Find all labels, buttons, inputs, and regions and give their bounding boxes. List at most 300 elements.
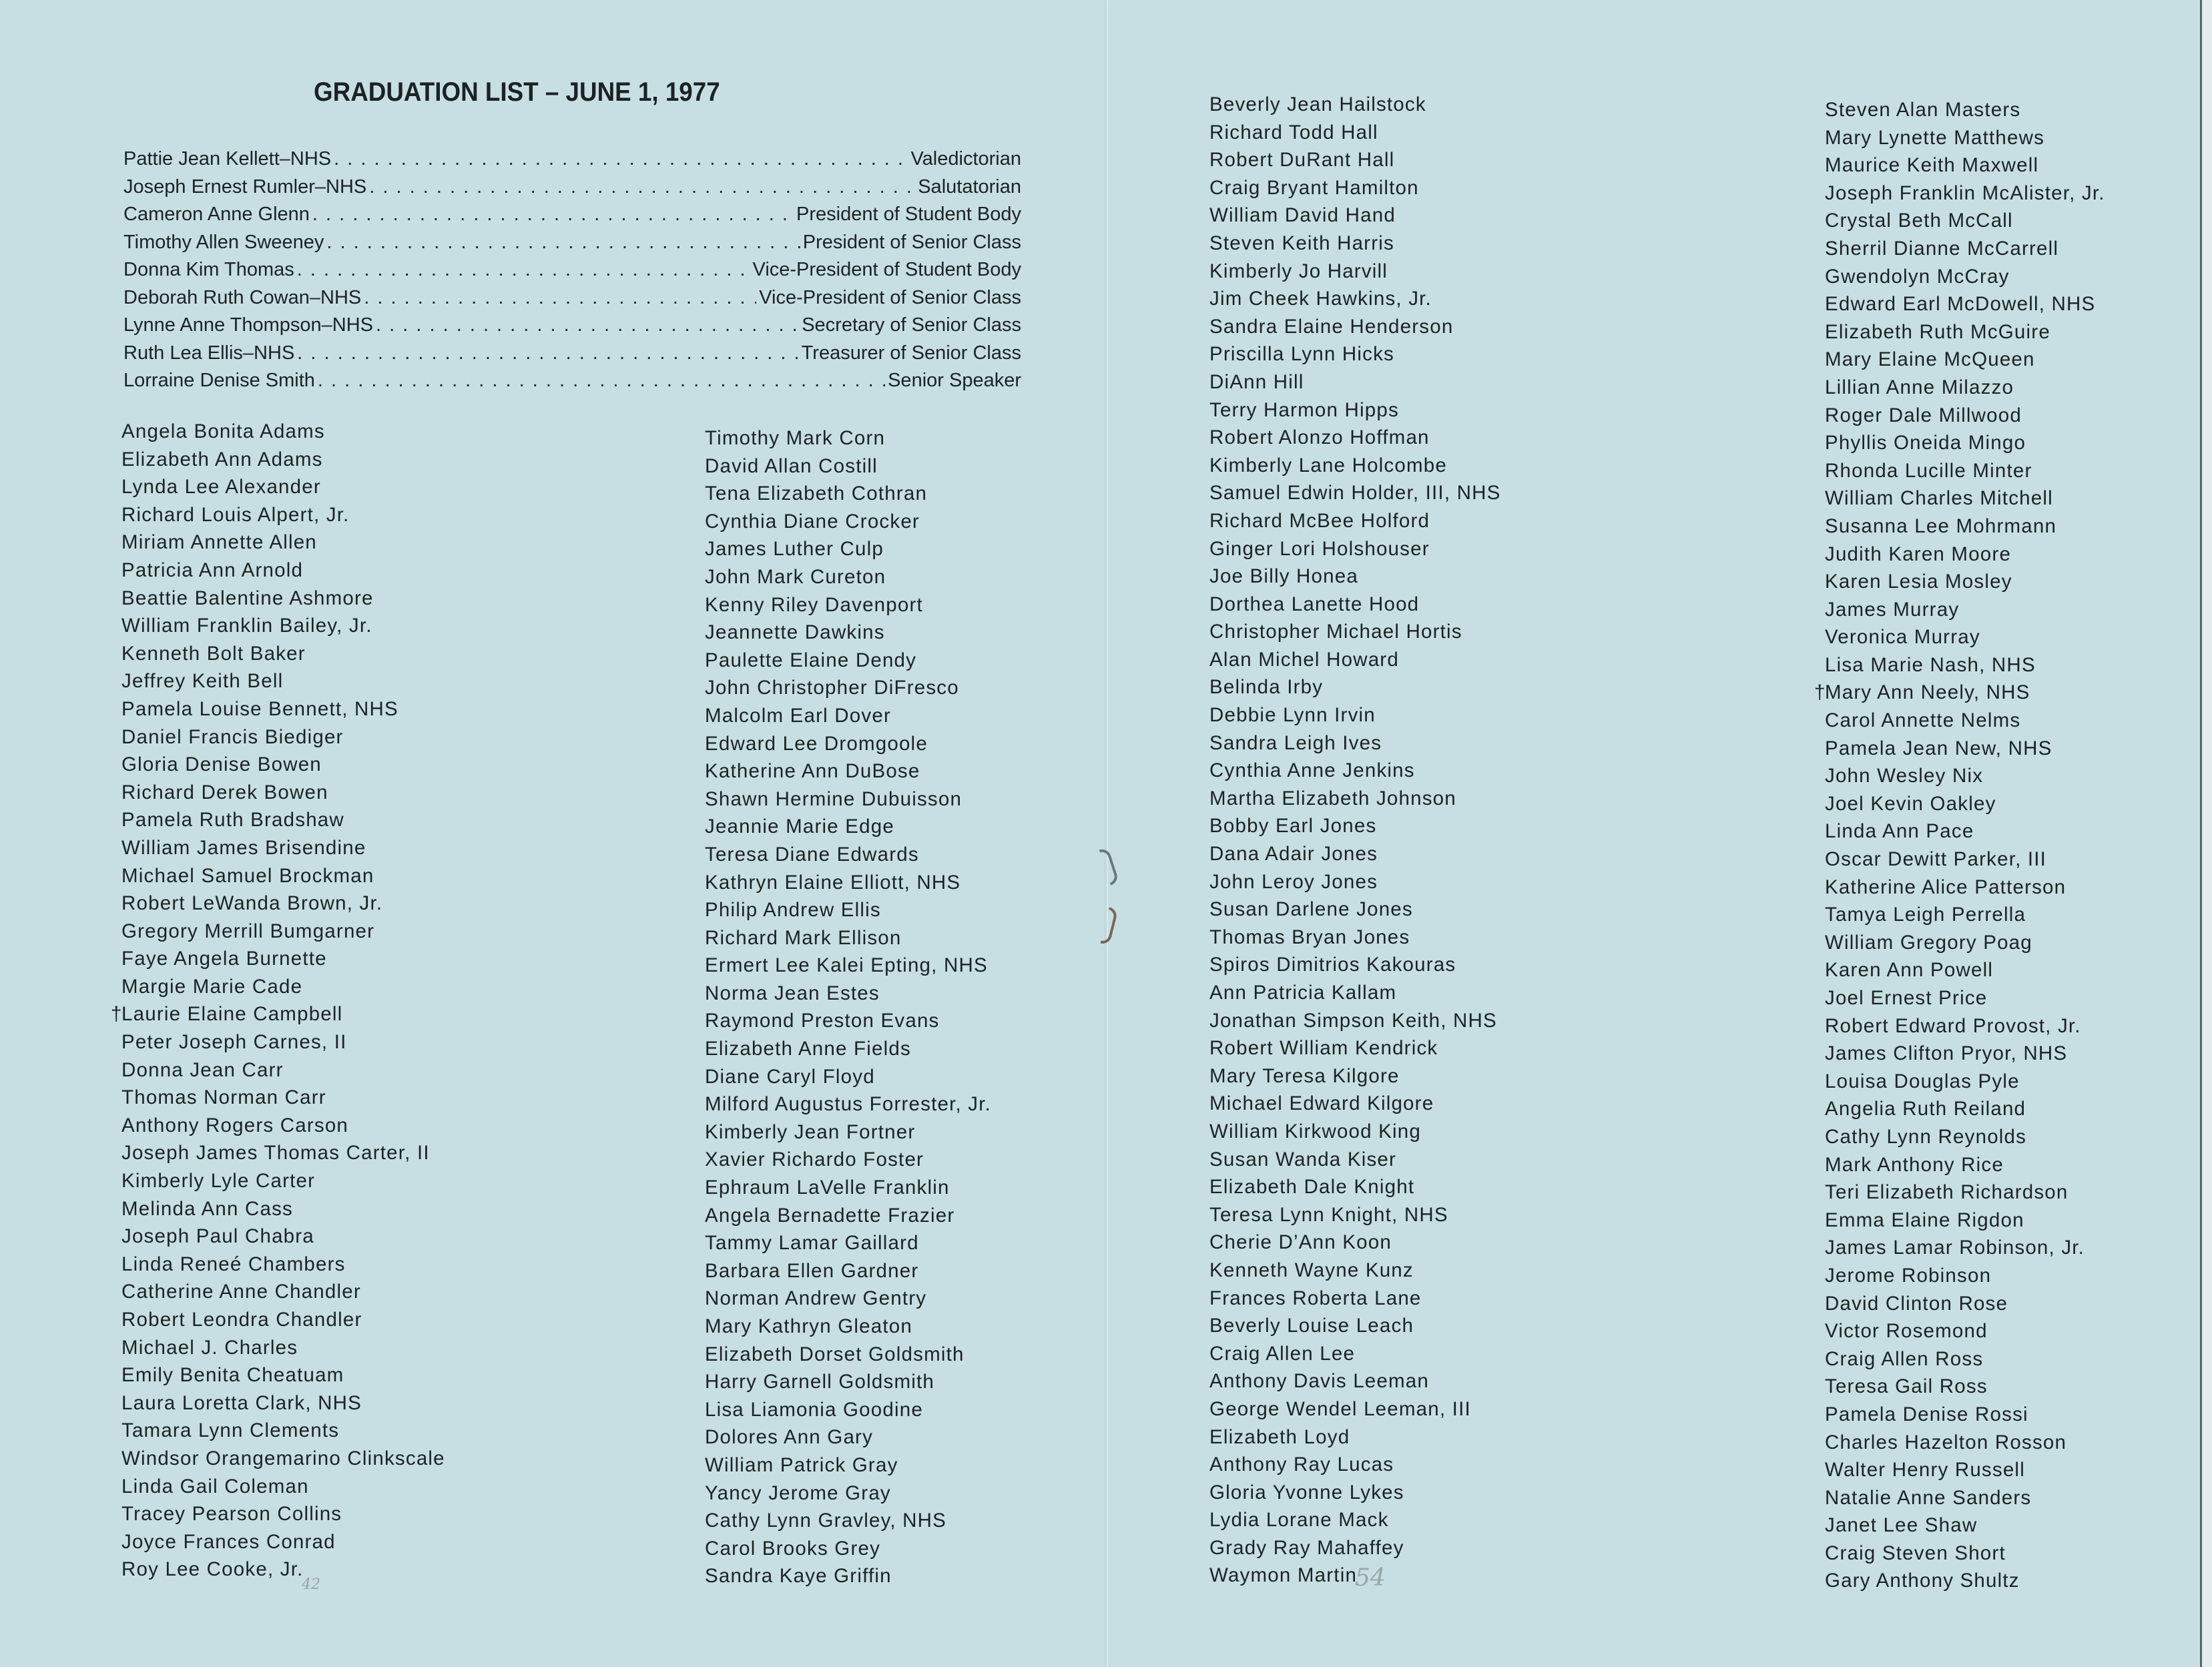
graduate-name-text: Norma Jean Estes xyxy=(705,982,880,1004)
officer-title: Salutatorian xyxy=(918,176,1021,198)
graduate-name-text: Gwendolyn McCray xyxy=(1825,265,2010,288)
graduate-name-text: William Charles Mitchell xyxy=(1825,487,2053,510)
graduate-name xyxy=(705,677,991,705)
graduate-name-text: Victor Rosemond xyxy=(1825,1320,1988,1343)
leader-dots xyxy=(297,342,798,364)
graduate-name xyxy=(1825,1320,2105,1348)
graduate-name-text: Linda Ann Pace xyxy=(1825,820,1974,843)
officer-name: Pattie Jean Kellett–NHS xyxy=(123,148,332,170)
graduate-name-text: Sandra Elaine Henderson xyxy=(1209,315,1454,338)
graduate-name xyxy=(1825,793,2105,821)
graduate-name xyxy=(121,670,445,698)
graduate-name xyxy=(121,1337,445,1365)
graduate-name xyxy=(121,1531,445,1559)
graduate-name-text: Steven Alan Masters xyxy=(1825,99,2021,121)
graduate-name-text: Kimberly Jo Harvill xyxy=(1209,260,1388,282)
graduate-name-text: Karen Lesia Mosley xyxy=(1825,571,2012,593)
graduate-name-text: Elizabeth Loyd xyxy=(1209,1425,1350,1448)
graduate-name-text: Pamela Louise Bennett, NHS xyxy=(121,697,398,720)
graduate-name-text: Bobby Earl Jones xyxy=(1209,815,1377,838)
graduate-name-text: Pamela Jean New, NHS xyxy=(1825,737,2052,759)
officer-name: Timothy Allen Sweeney xyxy=(123,231,324,253)
graduate-name-text: Karen Ann Powell xyxy=(1825,959,1994,982)
graduate-name xyxy=(1209,1120,1501,1148)
graduate-name-text: Mary Lynette Matthews xyxy=(1825,126,2045,149)
graduate-name-text: Kimberly Lyle Carter xyxy=(121,1170,316,1193)
graduate-name xyxy=(705,844,991,872)
graduate-name xyxy=(1209,926,1501,954)
graduate-name-text: Susanna Lee Mohrmann xyxy=(1825,515,2057,537)
graduate-name xyxy=(705,511,991,539)
graduate-name xyxy=(1209,1315,1501,1343)
graduate-name xyxy=(705,1287,991,1315)
graduate-name-text: Michael Samuel Brockman xyxy=(121,864,374,887)
leader-dots xyxy=(369,176,915,198)
officer-row xyxy=(123,370,1021,398)
graduate-name-text: Richard Todd Hall xyxy=(1209,121,1378,143)
graduate-name-text: Waymon Martin xyxy=(1209,1564,1358,1587)
graduate-name-text: Xavier Richardo Foster xyxy=(705,1148,924,1171)
graduate-name-text: Dorthea Lanette Hood xyxy=(1209,593,1420,615)
graduate-name xyxy=(705,1426,991,1454)
graduate-name xyxy=(1209,371,1501,399)
graduate-name xyxy=(1209,759,1501,787)
leader-dots xyxy=(334,148,908,170)
graduate-name xyxy=(1209,1204,1501,1232)
graduate-column-1 xyxy=(111,420,445,1586)
graduate-name xyxy=(121,1364,445,1392)
graduate-name-text: Richard McBee Holford xyxy=(1209,509,1430,532)
graduate-name-text: Louisa Douglas Pyle xyxy=(1825,1070,2020,1092)
leader-dots xyxy=(312,204,794,226)
leader-dots xyxy=(318,370,885,392)
graduate-name xyxy=(705,705,991,733)
graduate-name-text: Dana Adair Jones xyxy=(1209,843,1378,866)
graduate-name xyxy=(1825,1237,2105,1265)
graduate-name-text: Joseph Paul Chabra xyxy=(121,1225,314,1248)
graduate-name-text: Pamela Denise Rossi xyxy=(1825,1403,2028,1425)
graduate-name xyxy=(705,1343,991,1371)
graduate-name xyxy=(1814,681,2105,709)
graduate-name xyxy=(1825,460,2105,488)
graduate-name-text: Diane Caryl Floyd xyxy=(705,1065,875,1088)
graduate-name-text: Frances Roberta Lane xyxy=(1209,1287,1422,1309)
graduate-name-text: Veronica Murray xyxy=(1825,626,1980,649)
graduate-name xyxy=(1825,321,2105,349)
graduate-name-text: Pamela Ruth Bradshaw xyxy=(121,809,344,831)
graduate-name xyxy=(121,1503,445,1531)
graduate-name xyxy=(705,1010,991,1038)
graduate-name-text: Joyce Frances Conrad xyxy=(121,1530,336,1553)
graduate-name-text: Laurie Elaine Campbell xyxy=(121,1003,343,1026)
graduate-name xyxy=(121,1392,445,1420)
graduate-name-text: Mary Kathryn Gleaton xyxy=(705,1315,912,1337)
graduate-name xyxy=(1825,1293,2105,1321)
officer-name: Joseph Ernest Rumler–NHS xyxy=(123,176,367,198)
graduate-name xyxy=(705,1148,991,1177)
graduate-name xyxy=(1825,904,2105,932)
graduate-name-text: Belinda Irby xyxy=(1209,676,1324,699)
graduate-name xyxy=(705,482,991,511)
graduate-name xyxy=(1209,898,1501,926)
officer-row xyxy=(123,148,1021,176)
graduate-name xyxy=(1209,1481,1501,1510)
graduate-name xyxy=(1825,1181,2105,1209)
graduate-name xyxy=(1825,210,2105,238)
graduate-name-text: Laura Loretta Clark, NHS xyxy=(121,1391,362,1414)
graduate-name xyxy=(1209,676,1501,704)
graduate-name xyxy=(1825,1154,2105,1182)
graduate-name-text: Walter Henry Russell xyxy=(1825,1459,2025,1481)
graduate-name-text: Gloria Yvonne Lykes xyxy=(1209,1481,1404,1504)
center-fold xyxy=(1107,0,1108,1667)
graduate-name xyxy=(705,788,991,816)
graduate-name-text: Richard Mark Ellison xyxy=(705,926,902,949)
graduate-name xyxy=(1825,1570,2105,1598)
graduate-name-text: John Mark Cureton xyxy=(705,565,886,588)
graduate-name xyxy=(1825,543,2105,571)
graduate-name xyxy=(121,865,445,893)
graduate-name-text: Milford Augustus Forrester, Jr. xyxy=(705,1093,992,1116)
graduate-name xyxy=(1209,121,1501,149)
graduate-name xyxy=(1209,704,1501,732)
graduate-name-text: Dolores Ann Gary xyxy=(705,1426,874,1449)
graduate-name xyxy=(1825,932,2105,960)
graduate-name-text: Raymond Preston Evans xyxy=(705,1010,940,1032)
graduate-name xyxy=(121,559,445,587)
graduate-name-text: Beverly Jean Hailstock xyxy=(1209,93,1426,115)
graduate-name xyxy=(1209,316,1501,344)
graduate-name-text: Elizabeth Ruth McGuire xyxy=(1825,320,2050,343)
graduate-name xyxy=(1825,765,2105,793)
officer-row xyxy=(123,176,1021,204)
graduate-name-text: James Lamar Robinson, Jr. xyxy=(1825,1237,2085,1259)
graduate-name-text: Joseph Franklin McAlister, Jr. xyxy=(1825,182,2105,204)
graduate-name xyxy=(1825,404,2105,432)
graduate-name xyxy=(1825,1459,2105,1487)
graduate-name-text: Thomas Bryan Jones xyxy=(1209,926,1410,948)
graduate-name-text: Margie Marie Cade xyxy=(121,975,303,998)
graduate-name-text: Phyllis Oneida Mingo xyxy=(1825,432,2026,454)
graduate-name xyxy=(1825,599,2105,627)
graduate-name xyxy=(1209,1398,1501,1426)
graduate-name xyxy=(121,504,445,532)
graduate-name-text: Windsor Orangemarino Clinkscale xyxy=(121,1447,445,1469)
graduate-name-text: Lisa Marie Nash, NHS xyxy=(1825,653,2036,676)
page-title: GRADUATION LIST – JUNE 1, 1977 xyxy=(314,77,720,107)
graduate-name xyxy=(121,976,445,1004)
graduate-name xyxy=(1209,732,1501,760)
graduate-name xyxy=(705,1538,991,1566)
graduate-name xyxy=(1825,848,2105,876)
graduate-name xyxy=(1209,787,1501,815)
graduate-name-text: Alan Michel Howard xyxy=(1209,648,1399,671)
graduate-name xyxy=(1825,1514,2105,1542)
graduate-name xyxy=(121,920,445,948)
graduate-name-text: Debbie Lynn Irvin xyxy=(1209,704,1376,727)
graduate-name xyxy=(1209,1231,1501,1259)
graduate-name xyxy=(1209,1509,1501,1537)
graduate-name xyxy=(121,892,445,920)
graduate-name xyxy=(1209,288,1501,316)
graduate-name xyxy=(1825,987,2105,1015)
graduate-column-3 xyxy=(1209,93,1501,1592)
graduate-name-text: Melinda Ann Cass xyxy=(121,1197,293,1220)
graduate-name-text: Paulette Elaine Dendy xyxy=(705,649,917,671)
graduate-name xyxy=(705,1482,991,1510)
graduate-name xyxy=(121,1419,445,1447)
graduate-name xyxy=(1209,982,1501,1010)
graduate-name xyxy=(705,1066,991,1094)
graduate-name xyxy=(121,1198,445,1226)
leader-dots xyxy=(364,287,756,309)
graduate-name-text: Carol Annette Nelms xyxy=(1825,709,2021,732)
graduate-name-text: Elizabeth Dale Knight xyxy=(1209,1176,1415,1199)
graduate-name-text: Ermert Lee Kalei Epting, NHS xyxy=(705,954,988,977)
graduate-name xyxy=(1825,1375,2105,1403)
graduate-name-text: Jonathan Simpson Keith, NHS xyxy=(1209,1009,1497,1032)
graduate-name-text: Michael J. Charles xyxy=(121,1336,298,1359)
graduate-name xyxy=(121,476,445,504)
graduate-name xyxy=(1209,454,1501,482)
graduate-name-text: John Christopher DiFresco xyxy=(705,677,959,699)
graduate-name-text: Linda Reneé Chambers xyxy=(121,1253,346,1275)
graduate-name xyxy=(121,1170,445,1198)
graduate-name-text: Gary Anthony Shultz xyxy=(1825,1570,2020,1592)
graduate-name-text: Emily Benita Cheatuam xyxy=(121,1364,344,1387)
officer-name: Deborah Ruth Cowan–NHS xyxy=(123,286,362,308)
graduate-name xyxy=(121,1086,445,1114)
graduate-name xyxy=(1209,1259,1501,1287)
graduate-name xyxy=(1209,1453,1501,1481)
graduate-name xyxy=(1209,343,1501,371)
graduate-name-text: Grady Ray Mahaffey xyxy=(1209,1536,1404,1559)
graduate-name-text: Linda Gail Coleman xyxy=(121,1475,309,1497)
graduate-name-text: Thomas Norman Carr xyxy=(121,1086,326,1109)
graduate-name xyxy=(1825,238,2105,266)
graduate-name-text: Ginger Lori Holshouser xyxy=(1209,537,1430,560)
graduate-name-text: Rhonda Lucille Minter xyxy=(1825,459,2032,482)
graduate-name-text: Angela Bonita Adams xyxy=(121,420,325,442)
graduate-name-text: William Gregory Poag xyxy=(1825,931,2032,954)
graduate-name-text: Samuel Edwin Holder, III, NHS xyxy=(1209,482,1501,505)
graduate-name-text: Sherril Dianne McCarrell xyxy=(1825,237,2059,260)
pencil-count-annotation: 54 xyxy=(1355,1564,1386,1592)
graduate-name xyxy=(1825,1487,2105,1515)
graduate-name-text: Roger Dale Millwood xyxy=(1825,404,2022,426)
graduate-name-text: Steven Keith Harris xyxy=(1209,232,1394,254)
leader-dots xyxy=(376,314,799,336)
graduate-name xyxy=(705,1565,991,1593)
graduate-name-text: Elizabeth Anne Fields xyxy=(705,1038,911,1060)
graduate-name-text: Tamara Lynn Clements xyxy=(121,1419,340,1442)
graduate-name xyxy=(1209,593,1501,621)
graduate-name-text: Kimberly Jean Fortner xyxy=(705,1120,916,1143)
graduate-name-text: Robert William Kendrick xyxy=(1209,1037,1438,1060)
graduate-name-text: Emma Elaine Rigdon xyxy=(1825,1209,2024,1231)
graduate-name-text: Carol Brooks Grey xyxy=(705,1537,881,1560)
graduate-name xyxy=(1825,348,2105,376)
graduate-name-text: Mary Teresa Kilgore xyxy=(1209,1064,1400,1087)
graduate-name xyxy=(1825,127,2105,155)
officer-row xyxy=(123,204,1021,232)
graduate-name xyxy=(705,1399,991,1427)
graduate-name-text: Susan Darlene Jones xyxy=(1209,898,1413,921)
graduate-name xyxy=(121,1475,445,1504)
graduate-name-text: Kenneth Bolt Baker xyxy=(121,642,306,665)
officer-title: President of Student Body xyxy=(796,204,1021,225)
officer-row xyxy=(123,232,1021,260)
officer-row xyxy=(123,259,1021,287)
graduate-name xyxy=(1825,266,2105,294)
officer-row xyxy=(123,287,1021,315)
graduate-name xyxy=(111,1003,445,1031)
graduate-name-text: Joel Kevin Oakley xyxy=(1825,792,1996,815)
graduate-name xyxy=(121,781,445,809)
graduate-name-text: Ephraum LaVelle Franklin xyxy=(705,1177,950,1199)
graduate-name xyxy=(1209,1092,1501,1120)
graduate-name xyxy=(705,1232,991,1260)
graduate-name-text: Sandra Leigh Ives xyxy=(1209,731,1382,754)
graduate-name-text: Craig Bryant Hamilton xyxy=(1209,176,1419,199)
graduate-name-text: Timothy Mark Corn xyxy=(705,427,886,449)
officer-title: Senior Speaker xyxy=(888,370,1021,391)
graduate-name xyxy=(121,1281,445,1309)
graduate-name-text: Yancy Jerome Gray xyxy=(705,1481,891,1504)
graduate-name-text: Judith Karen Moore xyxy=(1825,543,2012,565)
graduate-name xyxy=(1825,1070,2105,1098)
officer-name: Donna Kim Thomas xyxy=(123,259,294,280)
graduate-name xyxy=(1825,571,2105,599)
graduate-name-text: Craig Allen Lee xyxy=(1209,1342,1356,1365)
graduate-name xyxy=(705,733,991,761)
graduate-name xyxy=(1825,820,2105,848)
graduate-name xyxy=(1825,154,2105,182)
graduate-name xyxy=(705,621,991,649)
graduate-name-text: Donna Jean Carr xyxy=(121,1058,284,1081)
graduate-name xyxy=(1825,1348,2105,1376)
graduate-name xyxy=(121,726,445,754)
graduate-name-text: William Franklin Bailey, Jr. xyxy=(121,615,372,637)
graduate-name-text: Mark Anthony Rice xyxy=(1825,1153,2004,1176)
graduate-name-text: Philip Andrew Ellis xyxy=(705,899,881,922)
graduate-name-text: Michael Edward Kilgore xyxy=(1209,1092,1434,1115)
graduate-name xyxy=(705,1205,991,1233)
graduate-name xyxy=(705,538,991,566)
graduate-name xyxy=(1209,565,1501,593)
graduate-name-text: Robert LeWanda Brown, Jr. xyxy=(121,892,383,915)
graduate-name xyxy=(1825,515,2105,543)
graduate-name xyxy=(705,927,991,955)
graduate-name-text: William Kirkwood King xyxy=(1209,1120,1422,1142)
graduate-name-text: David Allan Costill xyxy=(705,454,878,477)
graduate-name-text: Kenneth Wayne Kunz xyxy=(1209,1259,1414,1281)
graduate-name-text: Tracey Pearson Collins xyxy=(121,1503,342,1526)
graduate-name xyxy=(1825,182,2105,210)
graduate-name-text: Angela Bernadette Frazier xyxy=(705,1204,955,1227)
graduate-name xyxy=(1209,482,1501,510)
graduate-name xyxy=(1825,1098,2105,1126)
graduate-name-text: Ann Patricia Kallam xyxy=(1209,982,1397,1004)
graduate-name-text: Malcolm Earl Dover xyxy=(705,704,891,727)
graduate-name-text: Jeannette Dawkins xyxy=(705,621,885,644)
graduate-name-text: Joel Ernest Price xyxy=(1825,987,1988,1009)
graduate-name xyxy=(1209,649,1501,677)
graduate-name xyxy=(1209,1426,1501,1454)
graduate-name xyxy=(1209,954,1501,982)
graduate-name xyxy=(1209,621,1501,649)
graduate-name xyxy=(705,1038,991,1066)
graduate-name xyxy=(705,594,991,622)
graduate-name xyxy=(1209,177,1501,205)
graduate-name-text: Teresa Diane Edwards xyxy=(705,843,919,866)
graduate-name xyxy=(705,1260,991,1288)
graduate-name xyxy=(1825,1015,2105,1043)
graduate-name xyxy=(1825,293,2105,321)
graduate-name xyxy=(1209,815,1501,843)
leader-dots xyxy=(297,259,750,281)
graduate-name-text: Elizabeth Ann Adams xyxy=(121,448,323,470)
graduate-name-text: Lynda Lee Alexander xyxy=(121,476,321,498)
graduate-name xyxy=(705,872,991,900)
graduate-name xyxy=(705,1371,991,1399)
graduate-name-text: Terry Harmon Hipps xyxy=(1209,398,1399,421)
graduate-name-text: William Patrick Gray xyxy=(705,1453,898,1476)
graduate-name-text: Lillian Anne Milazzo xyxy=(1825,376,2014,398)
graduate-name-text: Beverly Louise Leach xyxy=(1209,1315,1414,1337)
graduate-name-text: Cynthia Diane Crocker xyxy=(705,510,920,533)
graduate-name xyxy=(121,1253,445,1281)
scan-edge xyxy=(2202,0,2212,1667)
graduate-name xyxy=(1825,1042,2105,1070)
graduate-name xyxy=(1209,1370,1501,1398)
graduate-name-text: Lisa Liamonia Goodine xyxy=(705,1398,923,1421)
graduate-name-text: Anthony Ray Lucas xyxy=(1209,1453,1394,1476)
graduate-name xyxy=(1209,843,1501,871)
graduate-name-text: Tammy Lamar Gaillard xyxy=(705,1232,919,1255)
graduate-name xyxy=(121,753,445,781)
officer-row xyxy=(123,342,1021,370)
graduate-name-text: Harry Garnell Goldsmith xyxy=(705,1371,934,1393)
graduate-name-text: Janet Lee Shaw xyxy=(1825,1514,1978,1537)
graduate-name xyxy=(1209,1287,1501,1315)
dagger-mark-icon: † xyxy=(111,1003,123,1026)
graduate-name xyxy=(121,1558,445,1586)
graduate-name xyxy=(1825,1209,2105,1237)
graduate-name xyxy=(705,1454,991,1482)
graduate-name-text: Miriam Annette Allen xyxy=(121,531,317,554)
graduate-name xyxy=(121,1309,445,1337)
graduate-name xyxy=(1209,538,1501,566)
graduate-name-text: Crystal Beth McCall xyxy=(1825,210,2013,232)
graduate-name-text: Cynthia Anne Jenkins xyxy=(1209,759,1415,782)
dagger-mark-icon: † xyxy=(1814,681,1826,704)
graduate-name-text: Kimberly Lane Holcombe xyxy=(1209,454,1447,476)
graduate-name-text: James Murray xyxy=(1825,598,1960,621)
graduate-name-text: Maurice Keith Maxwell xyxy=(1825,154,2039,177)
graduate-name-text: George Wendel Leeman, III xyxy=(1209,1397,1471,1420)
graduate-name xyxy=(121,837,445,865)
graduate-name-text: Susan Wanda Kiser xyxy=(1209,1148,1397,1171)
graduate-name-text: Jeannie Marie Edge xyxy=(705,815,894,838)
officer-name: Lorraine Denise Smith xyxy=(123,370,315,391)
graduate-name-text: Mary Ann Neely, NHS xyxy=(1825,681,2030,704)
graduate-name xyxy=(1825,959,2105,987)
officer-name: Cameron Anne Glenn xyxy=(123,204,310,225)
graduate-name xyxy=(1209,426,1501,454)
graduate-name xyxy=(1209,93,1501,121)
graduate-name-text: Anthony Rogers Carson xyxy=(121,1114,349,1136)
